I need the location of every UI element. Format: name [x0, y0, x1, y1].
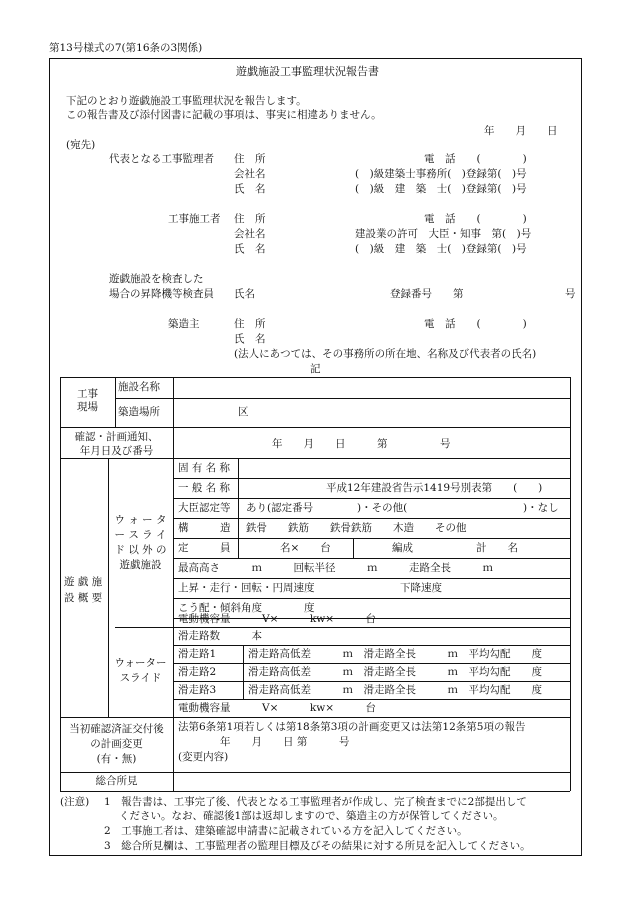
plan-change-line-3: (変更内容): [178, 751, 229, 763]
addressee: (宛先): [66, 139, 96, 151]
slope-row: こう配・傾斜角度 度: [178, 602, 315, 614]
owner-note: (法人にあつては、その事務所の所在地、名称及び代表者の氏名): [234, 348, 537, 360]
capacity-label: 定 員: [178, 542, 231, 554]
cert-label: 大臣認定等: [178, 502, 231, 514]
note-2: 2 工事施工者は、建築確認申請書に記載されている方を記入してください。: [104, 825, 468, 837]
formation-value: 編成 計 名: [392, 542, 518, 554]
inspector-role-2: 場合の昇降機等検査員: [109, 288, 214, 300]
notes-label: (注意): [60, 796, 90, 808]
confirm-label-1: 確認・計画通知、: [74, 431, 159, 443]
supervisor-company-label: 会社名: [234, 168, 266, 180]
owner-name-label: 氏 名: [234, 333, 266, 345]
inspector-reg: 登録番号 第: [390, 288, 464, 300]
note-3: 3 総合所見欄は、工事監理者の監理目標及びその結果に対する所見を記入してください。: [104, 840, 531, 852]
supervisor-office-reg: ( )級建築士事務所( )登録第( )号: [355, 168, 527, 180]
owner-phone: 電 話 ( ): [424, 318, 527, 330]
height-row: 最高高さ ｍ 回転半径 ｍ 走路全長 ｍ: [178, 562, 493, 574]
contractor-name-label: 氏 名: [234, 243, 266, 255]
facility-name-label: 施設名称: [118, 381, 160, 393]
slide-motor-row: 電動機容量 V× kw× 台: [178, 702, 377, 714]
owner-address-label: 住 所: [234, 318, 266, 330]
confirm-label-2: 年月日及び番号: [79, 445, 154, 457]
supervisor-architect-reg: ( )級 建 築 士( )登録第( )号: [355, 183, 527, 195]
overall-label: 総合所見: [95, 775, 138, 787]
plan-change-line-2: 年 月 日 第 号: [220, 736, 350, 748]
intro-line-1: 下記のとおり遊戯施設工事監理状況を報告します。: [66, 95, 307, 107]
supervisor-role: 代表となる工事監理者: [109, 153, 214, 165]
cert-value-c: )・なし: [523, 502, 559, 514]
general-name-label: 一 般 名 称: [178, 482, 231, 494]
contractor-license: 建設業の許可 大臣・知事 第( )号: [355, 228, 532, 240]
ki-mark: 記: [310, 363, 321, 375]
supervisor-address-label: 住 所: [234, 153, 266, 165]
confirm-value: 年 月 日 第 号: [272, 438, 451, 450]
lane-2-values: 滑走路高低差 ｍ 滑走路全長 ｍ 平均勾配 度: [248, 666, 542, 678]
contractor-phone: 電 話 ( ): [424, 213, 527, 225]
inspector-role-1: 遊戯施設を検査した: [109, 273, 204, 285]
contractor-role: 工事施工者: [168, 213, 221, 225]
lane-1-label: 滑走路1: [178, 648, 217, 660]
plan-change-label: 当初確認済証交付後 の計画変更 (有・無): [69, 723, 164, 765]
speed-label: 上昇・走行・回転・円周速度: [178, 582, 315, 594]
slide-count: 滑走路数 本: [178, 630, 262, 642]
intro-line-2: この報告書及び添付図書に記載の事項は、事実に相違ありません。: [66, 109, 382, 121]
note-1b: ください。なお、確認後1部は返却しますので、築造主の方が保管してください。: [119, 810, 504, 822]
owner-role: 築造主: [168, 318, 200, 330]
contractor-architect-reg: ( )級 建 築 士( )登録第( )号: [355, 243, 527, 255]
inspector-reg-suffix: 号: [565, 288, 576, 300]
contractor-company-label: 会社名: [234, 228, 266, 240]
capacity-value: 名× 台: [280, 542, 331, 554]
supervisor-name-label: 氏 名: [234, 183, 266, 195]
proper-name-label: 固 有 名 称: [178, 462, 231, 474]
supervisor-phone: 電 話 ( ): [424, 153, 527, 165]
plan-change-line-1: 法第6条第1項若しくは第18条第3項の計画変更又は法第12条第5項の報告: [178, 721, 526, 733]
general-name-value: 平成12年建設省告示1419号別表第 ( ): [326, 482, 543, 494]
lane-1-values: 滑走路高低差 ｍ 滑走路全長 ｍ 平均勾配 度: [248, 648, 542, 660]
motor-row: 電動機容量 V× kw× 台: [178, 613, 377, 625]
cert-value-b: )・その他(: [357, 502, 408, 514]
lane-3-label: 滑走路3: [178, 684, 217, 696]
contractor-address-label: 住 所: [234, 213, 266, 225]
ward-label: 区: [238, 406, 249, 418]
cert-value-a: あり(認定番号: [246, 502, 314, 514]
report-date: 年 月 日: [484, 125, 558, 137]
form-title: 遊戯施設工事監理状況報告書: [236, 65, 379, 78]
structure-value: 鉄骨 鉄筋 鉄骨鉄筋 木造 その他: [246, 522, 467, 534]
other-facility-label: ウ ォ ー タ ー ス ラ イ ド 以 外 の 遊戯施設: [114, 514, 167, 571]
inspector-name-label: 氏名: [234, 288, 255, 300]
water-slide-label: ウォーター スライド: [114, 657, 167, 684]
build-site-label: 築造場所: [118, 406, 160, 418]
note-1a: 1 報告書は、工事完了後、代表となる工事監理者が作成し、完了検査までに2部提出して: [104, 796, 527, 808]
lane-2-label: 滑走路2: [178, 666, 217, 678]
form-number: 第13号様式の7(第16条の3関係): [49, 42, 203, 54]
lane-3-values: 滑走路高低差 ｍ 滑走路全長 ｍ 平均勾配 度: [248, 684, 542, 696]
structure-label: 構 造: [178, 522, 231, 534]
overview-label: 遊 戯 施 設 概 要: [64, 576, 103, 604]
work-site-label: 工事 現場: [77, 388, 98, 413]
down-speed-label: 下降速度: [400, 582, 442, 594]
